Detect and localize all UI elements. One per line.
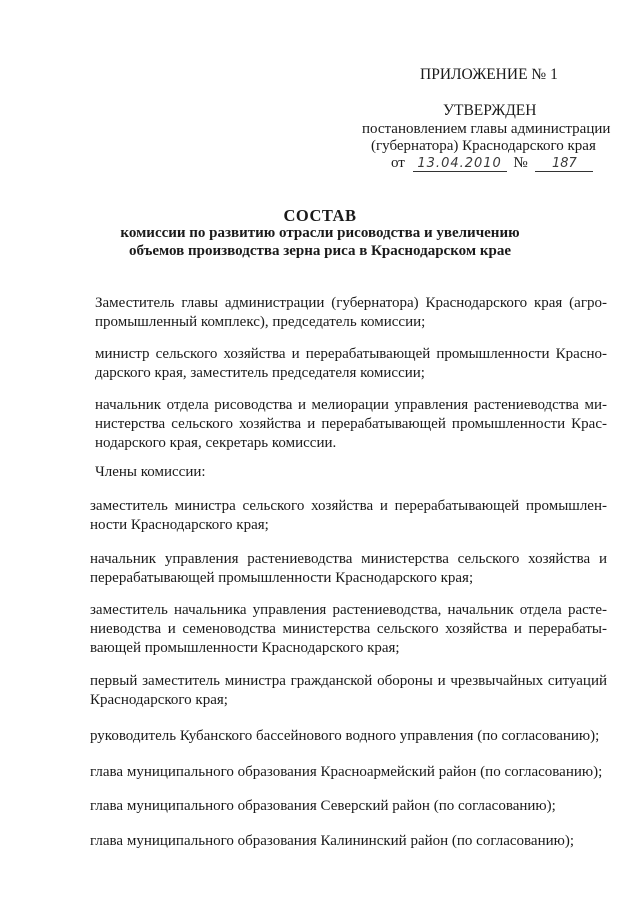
number-sign: №	[513, 155, 528, 171]
member-emergency-minister	[90, 672, 607, 710]
approved-by-line-2: (губернатора) Краснодарского края	[371, 138, 596, 154]
member-line: нистерства сельского хозяйства и перерабатывающей промышленности Крас-	[95, 416, 607, 432]
member-line: перерабатывающей промышленности Краснодарского края;	[90, 570, 474, 586]
composition-title: СОСТАВ	[283, 206, 357, 225]
member-line: ности Краснодарского края;	[90, 517, 269, 533]
approved-title: УТВЕРЖДЕН	[443, 102, 537, 119]
member-line: Заместитель главы администрации (губернатора) Краснодарского края (агро-	[95, 295, 607, 311]
member-line: ниеводства и семеноводства министерства сельского хозяйства и перерабаты-	[90, 621, 607, 637]
member-chairman	[95, 294, 607, 332]
member-line: Краснодарского края;	[90, 692, 228, 708]
handwritten-number: 187	[535, 156, 593, 172]
member-seversky-head	[90, 797, 607, 816]
member-krasnoarmeysky-head	[90, 763, 607, 782]
member-line: начальник управления растениеводства министерства сельского хозяйства и	[90, 551, 607, 567]
member-deputy-minister	[90, 497, 607, 535]
member-secretary	[95, 396, 607, 453]
member-line: нодарского края, секретарь комиссии.	[95, 435, 337, 451]
member-water-authority	[90, 727, 607, 746]
member-line: дарского края, заместитель председателя комиссии;	[95, 365, 425, 381]
member-deputy-crop-head	[90, 601, 607, 658]
member-line: вающей промышленности Краснодарского края;	[90, 640, 400, 656]
member-line: руководитель Кубанского бассейнового водного управления (по согласованию);	[90, 728, 600, 744]
member-line: заместитель министра сельского хозяйства и перерабатывающей промышлен-	[90, 498, 607, 514]
approved-by-line-1: постановлением главы администрации	[362, 121, 611, 137]
member-line: глава муниципального образования Северский район (по согласованию);	[90, 798, 556, 814]
member-line: первый заместитель министра гражданской обороны и чрезвычайных ситуаций	[90, 673, 607, 689]
member-line: глава муниципального образования Калининский район (по согласованию);	[90, 833, 574, 849]
subtitle-line-2: объемов производства зерна риса в Краснодарском крае	[128, 243, 511, 259]
subtitle-line-1: комиссии по развитию отрасли рисоводства и увеличению	[120, 225, 520, 241]
member-kalininsky-head	[90, 832, 607, 851]
member-line: промышленный комплекс), председатель комиссии;	[95, 314, 426, 330]
member-line: министр сельского хозяйства и перерабатывающей промышленности Красно-	[95, 346, 607, 362]
member-deputy-chairman	[95, 345, 607, 383]
date-number-row	[391, 154, 593, 172]
member-line: начальник отдела рисоводства и мелиорации управления растениеводства ми-	[95, 397, 607, 413]
date-prefix: от	[391, 155, 405, 171]
members-heading	[95, 463, 607, 482]
annex-title: ПРИЛОЖЕНИЕ № 1	[420, 66, 558, 83]
member-crop-department-head	[90, 550, 607, 588]
handwritten-date: 13.04.2010	[413, 156, 507, 172]
member-line: глава муниципального образования Красноармейский район (по согласованию);	[90, 764, 603, 780]
members-heading-text: Члены комиссии:	[95, 464, 206, 480]
member-line: заместитель начальника управления растениеводства, начальник отдела расте-	[90, 602, 607, 618]
